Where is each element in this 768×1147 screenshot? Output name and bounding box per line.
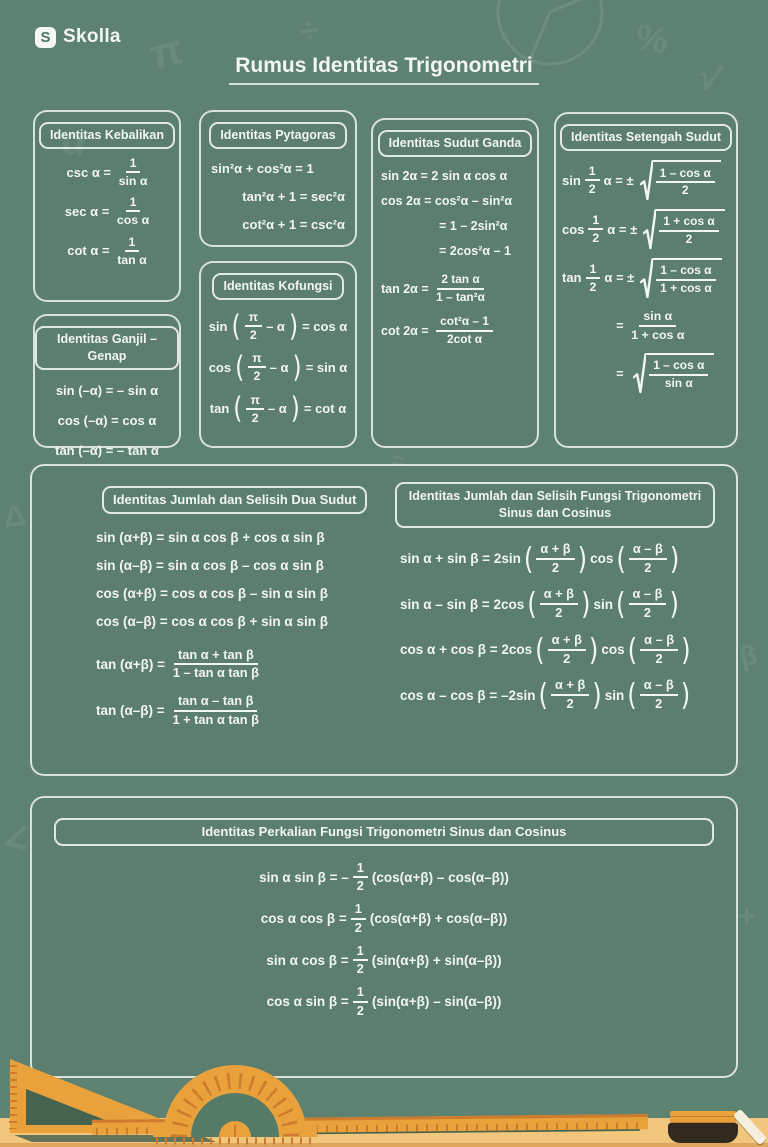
math-text: (sin(α+β) – sin(α–β))	[371, 994, 502, 1010]
math-text: sec α =	[64, 203, 113, 219]
fraction	[656, 264, 715, 295]
equation-row	[439, 244, 529, 258]
math-text: α = ±	[607, 221, 638, 237]
radicand	[653, 160, 721, 201]
parenthesis: (	[627, 676, 637, 713]
equation-row	[381, 169, 529, 183]
fraction	[629, 542, 667, 576]
numerator: π	[248, 351, 265, 368]
fraction	[586, 262, 601, 294]
denominator: 1 + cos α	[631, 327, 685, 342]
box-identitas-kofungsi	[199, 261, 357, 448]
parenthesis: )	[669, 539, 680, 577]
fraction	[649, 359, 708, 390]
fraction	[659, 215, 719, 246]
equation-row	[400, 630, 730, 668]
math-text: cot²α + 1 = csc²α	[242, 216, 345, 232]
equation-row	[400, 678, 730, 712]
equation-row	[39, 156, 175, 188]
denominator: 2	[566, 696, 574, 711]
radicand	[656, 209, 725, 250]
denominator: 2	[251, 410, 259, 425]
fraction	[540, 587, 578, 621]
numerator: α – β	[629, 587, 667, 605]
square-root	[640, 258, 721, 299]
fraction	[117, 195, 149, 227]
box-title-jumlah-selisih-fungsi-line1: Identitas Jumlah dan Selisih Fungsi Trigonometri	[408, 489, 702, 503]
square-root	[640, 160, 721, 201]
equation-row	[211, 161, 345, 176]
math-text: = sin α	[305, 359, 348, 375]
math-text: (cos(α+β) – cos(α–β))	[371, 869, 509, 885]
parenthesis: )	[681, 630, 691, 668]
equation-row	[562, 209, 730, 250]
equation-row	[205, 351, 351, 383]
math-text: tan (α+β) =	[96, 656, 169, 672]
fraction	[246, 393, 263, 425]
math-text: sin α sin β = –	[259, 869, 349, 885]
math-text: cos α – cos β = –2sin	[400, 687, 536, 703]
fraction	[436, 273, 485, 304]
background-doodle: α	[57, 117, 92, 167]
equation-row	[39, 383, 175, 398]
denominator: 2	[354, 919, 362, 935]
math-text: tan	[209, 401, 230, 417]
denominator: 2	[551, 559, 560, 575]
numerator: 1	[353, 985, 368, 1003]
skolla-logo-icon: S	[35, 27, 56, 48]
math-text: sin (α–β) = sin α cos β – cos α sin β	[96, 557, 324, 573]
numerator: 2 tan α	[437, 273, 483, 290]
background-doodle: +	[738, 900, 756, 933]
numerator: 1	[125, 235, 140, 252]
equation-row	[205, 307, 351, 343]
math-text: sin²α + cos²α = 1	[211, 160, 314, 176]
equation-row	[96, 558, 383, 573]
denominator: 2	[555, 605, 563, 620]
parenthesis: )	[577, 539, 588, 577]
protractor-illustration	[120, 1037, 350, 1147]
math-text: cos (α+β) = cos α cos β – sin α sin β	[96, 585, 328, 601]
equations-kofungsi	[201, 300, 355, 435]
math-text: cot 2α =	[381, 323, 433, 338]
equations-sudut-ganda	[373, 157, 537, 359]
box-title-identitas-setengah-sudut: Identitas Setengah Sudut	[560, 124, 732, 151]
denominator: tan α	[117, 252, 147, 267]
numerator: 1	[351, 902, 366, 920]
parenthesis: )	[592, 676, 602, 713]
background-doodle: √	[694, 58, 725, 100]
equation-row	[39, 443, 175, 458]
parenthesis: (	[616, 585, 626, 622]
fraction	[536, 542, 574, 576]
box-identitas-kebalikan	[33, 110, 181, 302]
equation-row	[562, 258, 730, 299]
math-text: sin α – sin β = 2cos	[400, 596, 525, 612]
equation-row	[400, 539, 730, 577]
equation-row	[96, 648, 383, 682]
box-title-identitas-sudut-ganda: Identitas Sudut Ganda	[378, 130, 533, 157]
math-text: (cos(α+β) + cos(α–β))	[369, 911, 508, 927]
math-text: cos α cos β =	[260, 911, 347, 927]
math-text: sin α cos β =	[266, 952, 349, 968]
math-text: cos (–α) = cos α	[57, 412, 157, 428]
math-text: cos	[562, 221, 585, 237]
denominator: 2	[592, 231, 600, 246]
math-text: – α	[269, 359, 289, 375]
skolla-logo	[35, 26, 121, 48]
parenthesis: (	[616, 539, 626, 577]
denominator: 1 + cos α	[660, 280, 712, 295]
background-doodle: ÷	[298, 11, 321, 51]
denominator: 2	[356, 961, 364, 977]
fraction	[588, 213, 603, 245]
numerator: α + β	[536, 542, 574, 560]
math-text: sin (α+β) = sin α cos β + cos α sin β	[96, 529, 325, 545]
equation-row	[32, 944, 736, 978]
equation-row	[96, 614, 383, 629]
parenthesis: (	[233, 390, 243, 426]
box-identitas-setengah-sudut	[554, 112, 738, 448]
radicand	[646, 353, 714, 394]
parenthesis: )	[680, 676, 691, 713]
fraction	[640, 678, 678, 712]
denominator: 2	[643, 605, 652, 620]
parenthesis: )	[588, 630, 599, 668]
denominator: 2	[655, 696, 663, 711]
equation-row	[39, 195, 175, 227]
box-title-identitas-ganjil-genap: Identitas Ganjil – Genap	[35, 326, 179, 370]
numerator: cot²α – 1	[436, 315, 493, 332]
radical-icon	[640, 160, 653, 201]
equation-row	[32, 985, 736, 1019]
fraction	[117, 235, 147, 267]
numerator: α – β	[640, 633, 678, 651]
background-doodle: %	[632, 15, 672, 62]
equation-row	[381, 273, 529, 304]
denominator: sin α	[118, 174, 148, 189]
equation-row	[439, 219, 529, 233]
page-title-wrap	[0, 54, 768, 85]
box-identitas-pytagoras	[199, 110, 357, 247]
equation-row	[96, 530, 383, 545]
denominator: 2	[589, 279, 597, 294]
math-text: cos	[590, 551, 614, 566]
fraction	[353, 985, 368, 1019]
denominator: 2	[655, 650, 663, 666]
radical-icon	[633, 353, 646, 394]
numerator: α + β	[540, 587, 578, 605]
math-text: cos	[208, 359, 232, 375]
denominator: 2	[681, 183, 689, 198]
numerator: 1 + cos α	[659, 215, 719, 232]
math-text: α = ±	[604, 270, 635, 286]
equation-row	[205, 390, 351, 426]
numerator: α – β	[640, 678, 678, 696]
math-text: sin (–α) = – sin α	[55, 382, 159, 398]
denominator: 2	[563, 650, 571, 666]
math-text: sin	[208, 318, 228, 334]
numerator: 1	[126, 195, 141, 212]
denominator: 2	[249, 328, 257, 343]
denominator: 2	[685, 232, 693, 247]
math-text: cot α =	[67, 243, 114, 259]
math-text: sin 2α = 2 sin α cos α	[381, 168, 508, 183]
denominator: cos α	[116, 213, 150, 228]
parenthesis: )	[581, 585, 591, 622]
fraction	[548, 633, 586, 667]
equations-setengah-sudut	[556, 151, 736, 403]
parenthesis: (	[231, 307, 241, 343]
math-text: cos α sin β =	[266, 994, 349, 1010]
box-title-perkalian-fungsi: Identitas Perkalian Fungsi Trigonometri Sinus dan Cosinus	[54, 818, 714, 846]
numerator: 1	[588, 213, 603, 230]
math-text: sin α + sin β = 2sin	[400, 551, 521, 566]
square-root	[643, 209, 725, 250]
denominator: 1 + tan α tan β	[172, 711, 259, 727]
fraction	[629, 587, 667, 621]
background-doodle: Δ	[1, 498, 29, 535]
background-doodle: =	[390, 447, 407, 474]
equation-row	[400, 587, 730, 621]
equations-ganjil-genap	[35, 370, 179, 471]
skolla-logo-text: Skolla	[63, 26, 121, 47]
radical-icon	[640, 258, 653, 299]
denominator: 2	[644, 559, 652, 575]
math-text: tan²α + 1 = sec²α	[242, 188, 345, 204]
math-text: sin	[593, 596, 614, 612]
math-text: tan (α–β) =	[96, 703, 169, 719]
fraction	[551, 678, 589, 712]
math-text: = 2cos²α – 1	[439, 243, 511, 258]
background-doodle: ∠	[0, 818, 35, 857]
math-text: = 1 – 2sin²α	[439, 218, 508, 233]
parenthesis: )	[669, 585, 679, 622]
equation-row	[39, 235, 175, 267]
parenthesis: (	[535, 630, 545, 668]
equation-row	[32, 861, 736, 895]
math-text: =	[616, 318, 628, 334]
section-jumlah-selisih-dua-sudut	[68, 486, 383, 728]
math-text: – α	[267, 401, 287, 417]
fraction	[245, 310, 262, 342]
equation-row	[562, 160, 730, 201]
fraction	[353, 944, 368, 978]
math-text: – α	[266, 318, 285, 334]
numerator: 1 – cos α	[649, 359, 708, 376]
parenthesis: (	[235, 349, 245, 385]
box-title-identitas-kofungsi: Identitas Kofungsi	[212, 273, 343, 300]
math-text: tan	[562, 270, 582, 286]
box-title-jumlah-selisih-dua-sudut: Identitas Jumlah dan Selisih Dua Sudut	[102, 486, 367, 514]
denominator: 2cot α	[447, 331, 482, 346]
equations-kebalikan	[35, 149, 179, 274]
numerator: α + β	[551, 678, 589, 696]
math-text: cos α + cos β = 2cos	[400, 642, 533, 657]
math-text: cos (α–β) = cos α cos β + sin α sin β	[96, 613, 328, 629]
denominator: 2	[356, 1002, 364, 1018]
math-text: sin	[604, 687, 625, 703]
math-text: = cot α	[303, 401, 347, 417]
parenthesis: (	[538, 676, 548, 713]
box-identitas-sudut-ganda	[371, 118, 539, 448]
denominator: 2	[588, 182, 596, 197]
fraction	[631, 309, 684, 341]
equation-row	[616, 353, 730, 394]
equation-row	[96, 694, 383, 728]
math-text: csc α =	[66, 164, 115, 180]
page-title: Rumus Identitas Trigonometri	[229, 54, 539, 85]
background-doodle: π	[144, 24, 188, 79]
parenthesis: (	[627, 630, 638, 668]
eraser-top-illustration	[670, 1111, 736, 1123]
math-text: α = ±	[603, 172, 634, 188]
parenthesis: )	[292, 349, 302, 385]
denominator: sin α	[664, 376, 693, 391]
fraction	[436, 315, 493, 346]
box-title-identitas-kebalikan: Identitas Kebalikan	[39, 122, 175, 149]
parenthesis: )	[288, 307, 299, 343]
equation-row	[381, 194, 529, 208]
equations-pytagoras	[201, 149, 355, 244]
numerator: tan α + tan β	[174, 648, 258, 666]
numerator: tan α – tan β	[174, 694, 258, 712]
math-text: tan 2α =	[381, 281, 433, 296]
fraction	[248, 351, 265, 383]
equation-row	[381, 315, 529, 346]
equation-row	[616, 309, 730, 341]
background-doodle: β	[736, 638, 761, 673]
fraction	[172, 694, 259, 728]
denominator: 2	[253, 369, 261, 384]
math-text: sin	[562, 172, 581, 188]
eraser-illustration	[668, 1123, 738, 1143]
box-perkalian-fungsi	[30, 796, 738, 1078]
numerator: α + β	[548, 633, 586, 651]
numerator: 1 – cos α	[656, 167, 715, 184]
numerator: 1	[353, 944, 368, 962]
numerator: π	[245, 310, 262, 327]
parenthesis: )	[290, 390, 300, 426]
denominator: 2	[356, 878, 364, 894]
parenthesis: (	[527, 585, 537, 622]
radicand	[653, 258, 721, 299]
fraction	[119, 156, 148, 188]
equation-row	[96, 586, 383, 601]
equation-row	[32, 902, 736, 936]
math-text: =	[616, 365, 628, 381]
box-title-identitas-pytagoras: Identitas Pytagoras	[209, 122, 346, 149]
fraction	[353, 861, 368, 895]
numerator: α – β	[629, 542, 667, 560]
fraction	[640, 633, 678, 667]
parenthesis: (	[523, 539, 534, 577]
numerator: 1 – cos α	[656, 264, 715, 281]
fraction	[656, 167, 715, 198]
math-text: (sin(α+β) + sin(α–β))	[371, 952, 502, 968]
numerator: 1	[353, 861, 368, 879]
denominator: 1 – tan²α	[436, 289, 485, 304]
square-root	[633, 353, 714, 394]
math-text: cos 2α = cos²α – sin²α	[381, 193, 513, 208]
numerator: 1	[585, 164, 600, 181]
fraction	[585, 164, 600, 196]
fraction	[173, 648, 259, 682]
denominator: 1 – tan α tan β	[172, 665, 259, 681]
equations-jumlah-selisih-fungsi	[380, 528, 730, 712]
math-text: tan (–α) = – tan α	[55, 442, 159, 458]
box-title-jumlah-selisih-fungsi	[395, 482, 715, 528]
equation-row	[39, 413, 175, 428]
numerator: π	[246, 393, 263, 410]
box-title-jumlah-selisih-fungsi-line2: Sinus dan Cosinus	[498, 505, 612, 520]
equation-row	[211, 217, 345, 232]
numerator: 1	[586, 262, 601, 279]
equations-perkalian-fungsi	[32, 846, 736, 1019]
fraction	[351, 902, 366, 936]
equations-jumlah-selisih-dua-sudut	[68, 514, 383, 728]
math-text: = cos α	[302, 318, 348, 334]
numerator: sin α	[639, 309, 676, 326]
equation-row	[211, 189, 345, 204]
section-jumlah-selisih-fungsi	[380, 482, 730, 712]
box-identitas-ganjil-genap	[33, 314, 181, 458]
box-jumlah-selisih	[30, 464, 738, 776]
numerator: 1	[126, 156, 141, 173]
radical-icon	[643, 209, 656, 250]
math-text: cos	[601, 642, 625, 657]
